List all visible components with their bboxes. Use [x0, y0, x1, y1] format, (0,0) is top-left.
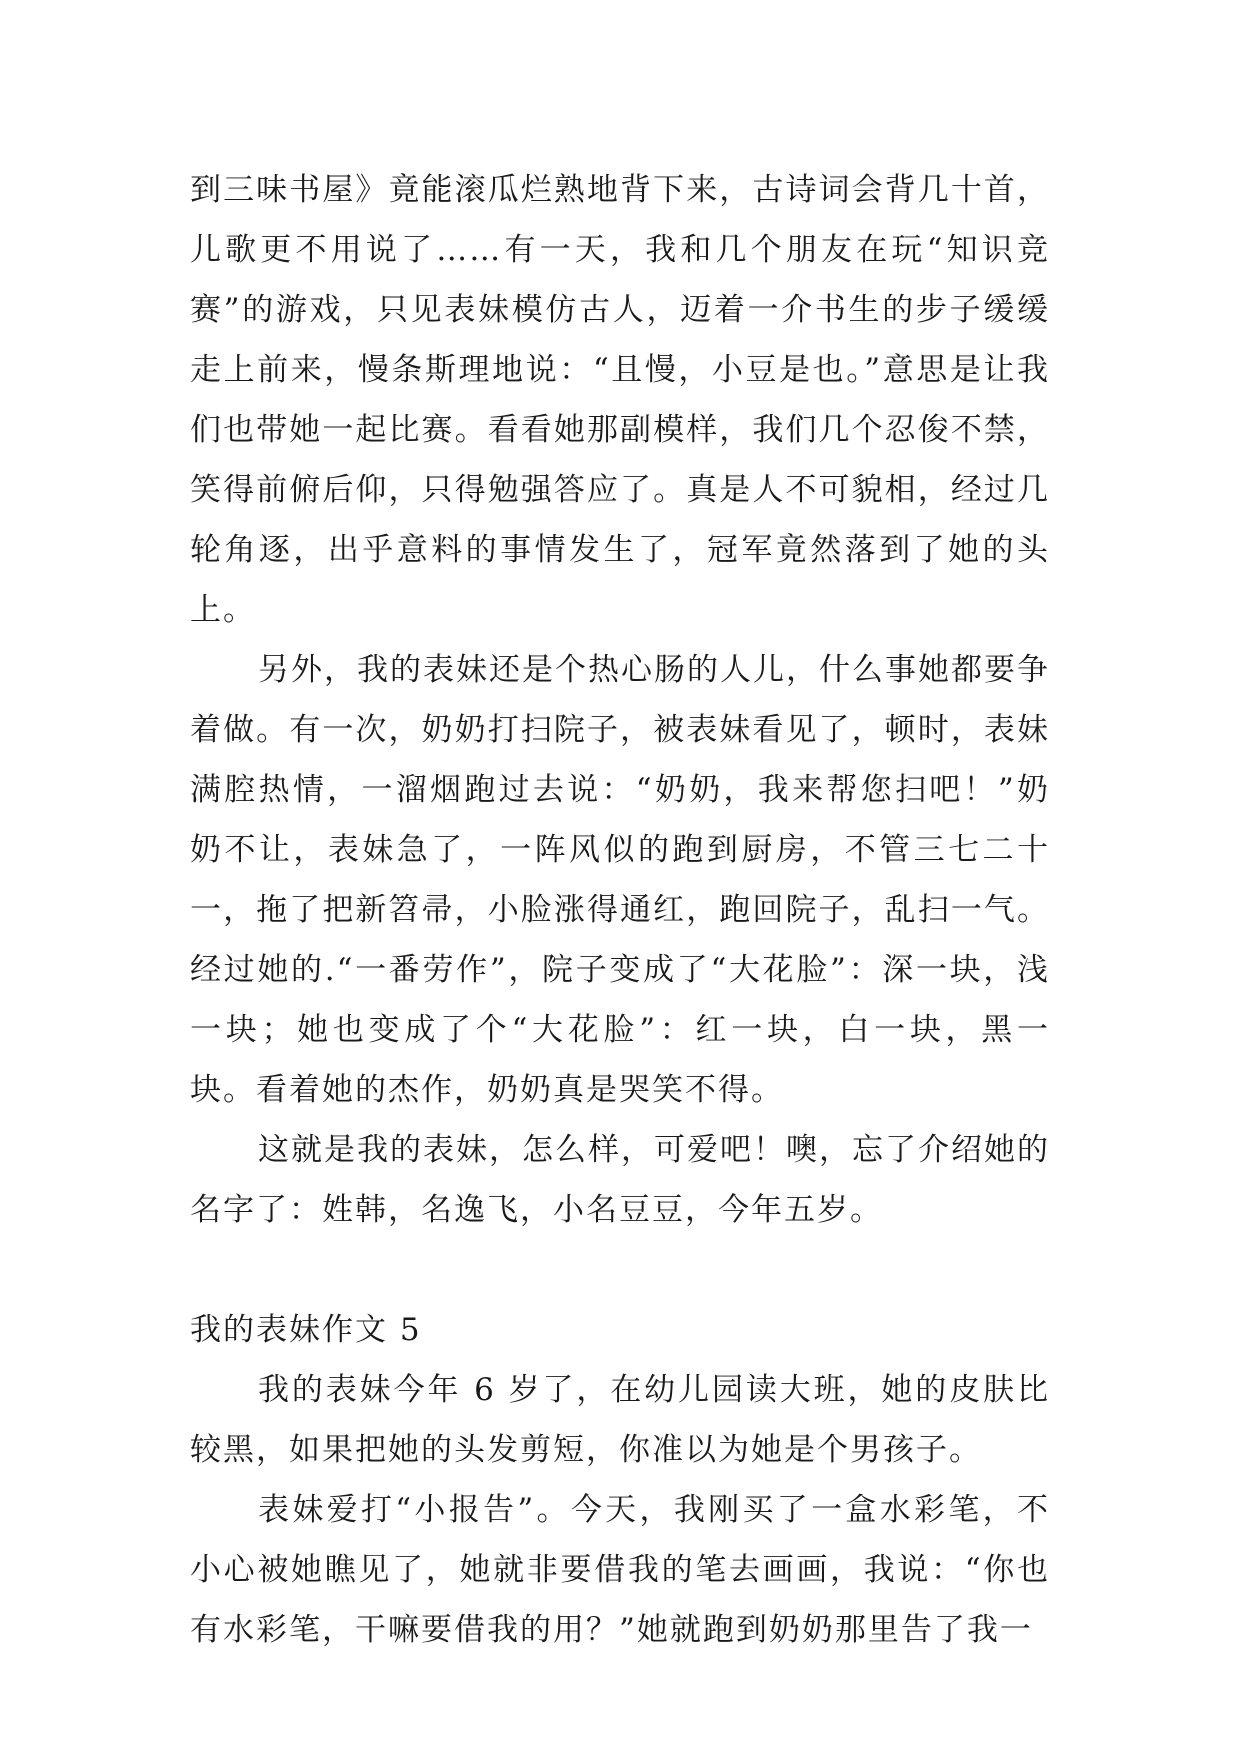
section-title: 我的表妹作文 5: [190, 1312, 422, 1348]
section-gap: [190, 1240, 1050, 1300]
paragraph-intro: 我的表妹今年 6 岁了，在幼儿园读大班，她的皮肤比较黑，如果把她的头发剪短，你准以为她是个男孩子。: [190, 1372, 1050, 1468]
paragraph-continued: 到三味书屋》竟能滚瓜烂熟地背下来，古诗词会背几十首，儿歌更不用说了……有一天，我和几个朋友在玩“知识竞赛”的游戏，只见表妹模仿古人，迈着一介书生的步子缓缓走上前来，慢条斯理地说：“且慢，小豆是也。”意思是让我们也带她一起比赛。看看她那副模样，我们几个忍俊不禁，笑得前俯后仰，只得勉强答应了。真是人不可貌相，经过几轮角逐，出乎意料的事情发生了，冠军竟然落到了她的头上。: [190, 172, 1050, 628]
paragraph-conclusion: 这就是我的表妹，怎么样，可爱吧！噢，忘了介绍她的名字了：姓韩，名逸飞，小名豆豆，今年五岁。: [190, 1132, 1050, 1228]
document-body: [190, 160, 1050, 1660]
paragraph-tattletale: 表妹爱打“小报告”。今天，我刚买了一盒水彩笔，不小心被她瞧见了，她就非要借我的笔去画画，我说：“你也有水彩笔，干嘛要借我的用？”她就跑到奶奶那里告了我一: [190, 1492, 1050, 1648]
paragraph-helpful-cousin: 另外，我的表妹还是个热心肠的人儿，什么事她都要争着做。有一次，奶奶打扫院子，被表妹看见了，顿时，表妹满腔热情，一溜烟跑过去说：“奶奶，我来帮您扫吧！”奶奶不让，表妹急了，一阵风似的跑到厨房，不管三七二十一，拖了把新笤帚，小脸涨得通红，跑回院子，乱扫一气。经过她的.“一番劳作”，院子变成了“大花脸”：深一块，浅一块；她也变成了个“大花脸”：红一块，白一块，黑一块。看着她的杰作，奶奶真是哭笑不得。: [190, 652, 1050, 1108]
